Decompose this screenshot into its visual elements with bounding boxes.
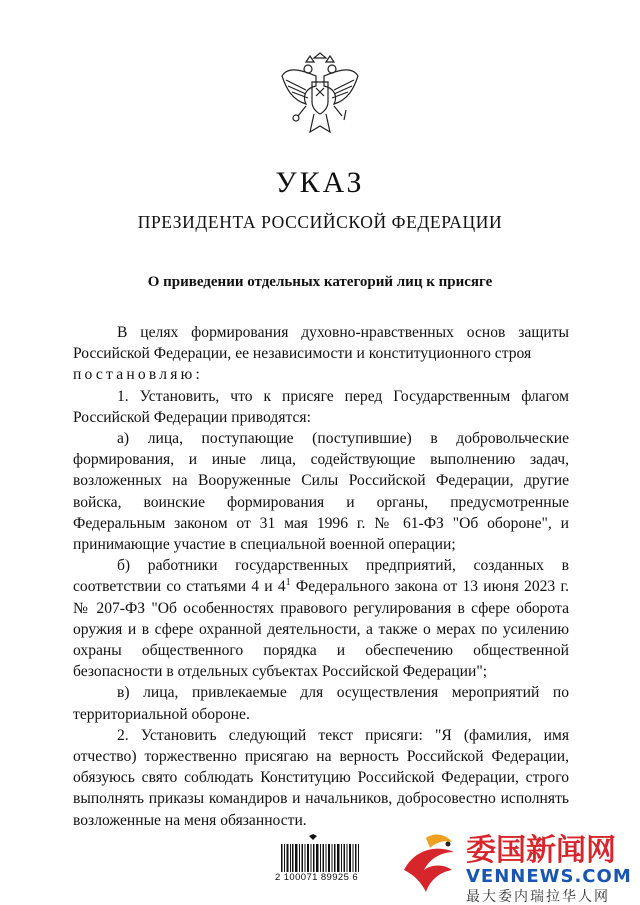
paragraph-1: 1. Установить, что к присяге перед Государственным флагом Российской Федерации приводятся: [73, 387, 569, 426]
document-subtitle: ПРЕЗИДЕНТА РОССИЙСКОЙ ФЕДЕРАЦИИ [137, 212, 503, 232]
watermark-name-cn: 委国新闻网 [466, 833, 616, 868]
decree-heading: О приведении отдельных категорий лиц к присяге [147, 274, 493, 290]
paragraph-1b-superscript: 1 [285, 577, 291, 589]
decree-body [73, 322, 569, 831]
decree-word: постановляю: [73, 366, 204, 384]
paragraph-1b-start: б) работники государственных предприятий, созданных в соответствии со статьями 4 и 4 [73, 557, 569, 596]
paragraph-1b [73, 555, 569, 682]
document-title: УКАЗ [275, 166, 365, 199]
barcode-number: 2 100071 89925 6 [275, 872, 359, 883]
state-emblem-icon [276, 52, 364, 144]
paragraph-intro: В целях формирования духовно-нравственных основ защиты Российской Федерации, ее независимости и конституционного строя [73, 324, 569, 363]
paragraph-1b-end: Федерального закона от 13 июня 2023 г. № 207-ФЗ "Об особенностях правового регулирования в сфере оборота оружия и в сфере охранной деятельности, а также о мерах по усилению охраны общественного порядка и обеспечению общественной безопасности в отдельных субъектах Российской Федерации"; [73, 578, 569, 681]
paragraph-2: 2. Установить следующий текст присяги: "Я (фамилия, имя отчество) торжественно присягаю на верность Российской Федерации, обязуюсь свято соблюдать Конституцию Российской Федерации, строго выполнять приказы командиров и начальников, добросовестно исполнять возложенные на меня обязанности. [73, 726, 569, 829]
watermark-slogan: 最大委内瑞拉华人网 [466, 889, 610, 905]
paragraph-1c: в) лица, привлекаемые для осуществления мероприятий по территориальной обороне. [73, 684, 569, 723]
paragraph-1a: а) лица, поступающие (поступившие) в добровольческие формирования, и иные лица, содействующие выполнению задач, возложенных на Вооруженные Силы Российской Федерации, другие войска, воинские формирования и органы, предусмотренные Федеральным законом от 31 мая 1996 г. № 61-ФЗ "Об обороне", и принимающие участие в специальной военной операции; [73, 430, 569, 554]
vennews-watermark-logo [396, 822, 640, 905]
watermark-site: VENNEWS.COM [466, 866, 632, 887]
